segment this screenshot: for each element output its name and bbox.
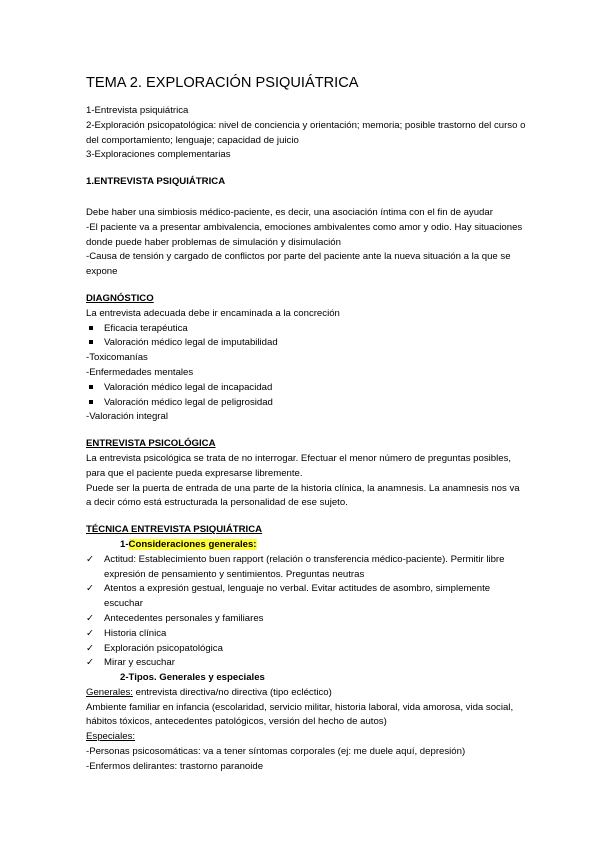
highlighted-text: Consideraciones generales: [128, 538, 257, 550]
paragraph-tension: -Causa de tensión y cargado de conflictos por parte del paciente ante la nueva situación a la que se expone [86, 251, 511, 278]
list-item: ✓ Atentos a expresión gestual, lenguaje no verbal. Evitar actitudes de asombro, simplemente escuchar [86, 583, 491, 610]
tipos-especiales-label: Especiales: [86, 731, 136, 743]
square-bullet-icon [86, 396, 104, 411]
list-item: Valoración médico legal de incapacidad [86, 381, 526, 396]
square-bullet-icon [86, 381, 104, 396]
checkmark-icon: ✓ [86, 553, 95, 565]
list-item: ✓ Exploración psicopatológica [86, 642, 526, 657]
diagnostico-toxicomanias: -Toxicomanías [86, 352, 148, 364]
paragraph-anamnesis: Puede ser la puerta de entrada de una parte de la historia clínica, la anamnesis. La anamnesis nos va a decir cómo está estructurada la personalidad de ese sujeto. [86, 482, 520, 509]
intro-item-1: 1-Entrevista psiquiátrica [86, 105, 189, 116]
section-heading-psicologica: ENTREVISTA PSICOLÓGICA [86, 438, 216, 450]
especiales-psicosomaticas: -Personas psicosomáticas: va a tener síntomas corporales (ej: me duele aquí, depresión) [86, 746, 466, 758]
square-bullet-icon [86, 322, 104, 337]
tipos-generales: Generales: entrevista directiva/no directiva (tipo ecléctico) [86, 686, 332, 698]
checkmark-icon: ✓ [86, 612, 95, 624]
diagnostico-enfermedades: -Enfermedades mentales [86, 366, 194, 378]
checkmark-icon: ✓ [86, 583, 95, 595]
list-item: ✓ Mirar y escuchar [86, 656, 526, 671]
checkmark-icon: ✓ [86, 657, 95, 669]
intro-item-2: 2-Exploración psicopatológica: nivel de conciencia y orientación; memoria; posible trastorno del curso o del comportamiento; lenguaje; capacidad de juicio [86, 119, 526, 146]
intro-item-3: 3-Exploraciones complementarias [86, 149, 231, 161]
document-page [86, 74, 526, 775]
checkmark-icon: ✓ [86, 627, 95, 639]
square-bullet-icon [86, 336, 104, 351]
section-heading-entrevista: 1.ENTREVISTA PSIQUIÁTRICA [86, 176, 226, 188]
paragraph-simbiosis: Debe haber una simbiosis médico-paciente, es decir, una asociación íntima con el fin de ayudar [86, 206, 493, 218]
especiales-delirantes: -Enfermos delirantes: trastorno paranoide [86, 760, 264, 772]
checkmark-icon: ✓ [86, 642, 95, 654]
diagnostico-integral: -Valoración integral [86, 411, 168, 423]
paragraph-no-interrogar: La entrevista psicológica se trata de no interrogar. Efectuar el menor número de preguntas posibles, para que el paciente pueda expresarse libremente. [86, 452, 512, 479]
list-item: Valoración médico legal de imputabilidad [86, 336, 526, 351]
list-item: ✓ Historia clínica [86, 627, 526, 642]
list-item: Valoración médico legal de peligrosidad [86, 396, 526, 411]
list-item: ✓ Actitud: Establecimiento buen rapport (relación o transferencia médico-paciente). Permitir libre expresión de pensamiento y sentimientos. Preguntas neutras [86, 553, 505, 580]
paragraph-ambivalencia: -El paciente va a presentar ambivalencia, emociones ambivalentes como amor y odio. Hay situaciones donde puede haber problemas de simulación y disimulación [86, 221, 523, 248]
section-heading-diagnostico: DIAGNÓSTICO [86, 292, 154, 304]
paragraph-ambiente-familiar: Ambiente familiar en infancia (escolaridad, servicio militar, historia laboral, vida amorosa, vida social, hábitos tóxicos, antecedentes patológicos, versión del hecho de autos) [86, 701, 514, 728]
subheading-tipos: 2-Tipos. Generales y especiales [120, 672, 265, 684]
list-item: ✓ Antecedentes personales y familiares [86, 612, 526, 627]
diagnostico-lead: La entrevista adecuada debe ir encaminada a la concreción [86, 307, 340, 319]
list-item: Eficacia terapéutica [86, 322, 526, 337]
subheading-consideraciones: 1-Consideraciones generales: [120, 538, 257, 550]
document-title: TEMA 2. EXPLORACIÓN PSIQUIÁTRICA [86, 75, 359, 91]
section-heading-tecnica: TÉCNICA ENTREVISTA PSIQUIÁTRICA [86, 524, 263, 536]
